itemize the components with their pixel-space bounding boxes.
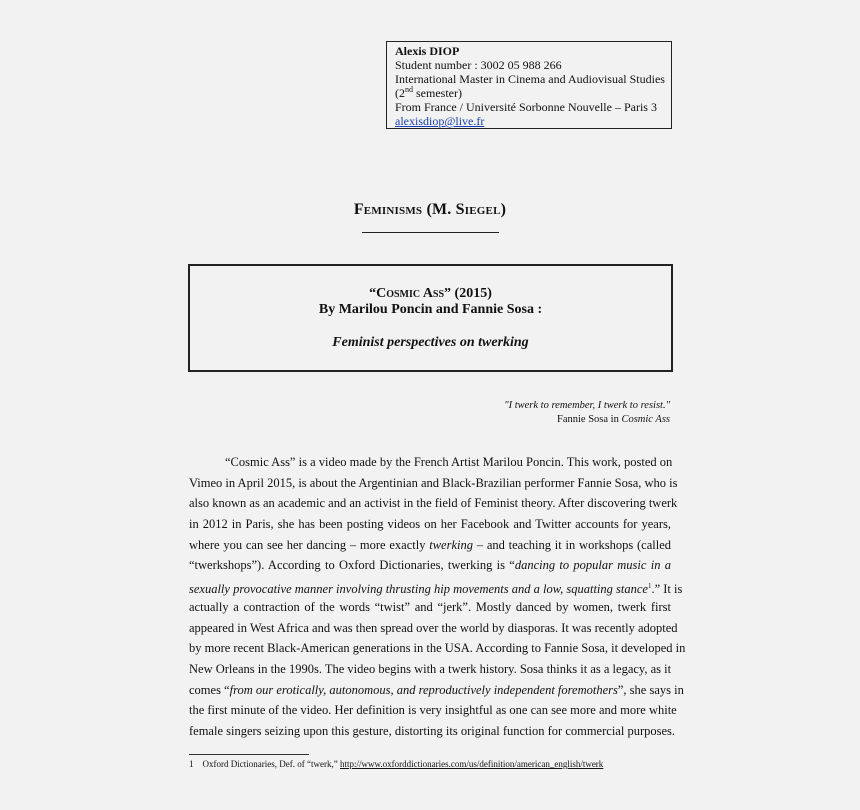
body-line: female singers seizing upon this gesture, distorting its original function for commercial purposes. — [189, 723, 676, 738]
origin: From France / Université Sorbonne Nouvelle – Paris 3 — [395, 100, 657, 114]
footnote — [189, 759, 603, 770]
footnote-marker: 1 — [647, 582, 652, 591]
body-line: actually a contraction of the words “twist” and “jerk”. Mostly danced by women, twerk first — [189, 599, 671, 614]
body-line: Vimeo in April 2015, is about the Argentinian and Black-Brazilian performer Fannie Sosa, who is — [189, 475, 678, 490]
footnote-text: Oxford Dictionaries, Def. of “twerk,” — [202, 759, 338, 769]
semester: (2nd semester) — [395, 85, 462, 100]
body-line: by more recent Black-American generations in the USA. According to Fannie Sosa, it developed in — [189, 641, 686, 656]
epigraph-attribution: Fannie Sosa in Cosmic Ass — [557, 414, 670, 425]
body-line: New Orleans in the 1990s. The video begins with a twerk history. Sosa thinks it as a legacy, as it — [189, 661, 672, 676]
body-line: “twerkshops”). According to Oxford Dictionaries, twerking is “dancing to popular music in a — [189, 558, 671, 573]
body-line: “Cosmic Ass” is a video made by the French Artist Marilou Poncin. This work, posted on — [225, 455, 673, 469]
footnote-separator — [189, 754, 309, 755]
student-info-box — [386, 41, 672, 129]
essay-subtitle: Feminist perspectives on twerking — [332, 335, 529, 350]
body-line: the first minute of the video. Her definition is very insightful as one can see more and more white — [189, 703, 677, 718]
essay-authors: By Marilou Poncin and Fannie Sosa : — [318, 302, 543, 317]
body-line: appeared in West Africa and was then spread over the world by diasporas. It was recently adopted — [189, 620, 678, 635]
body-text — [189, 452, 686, 742]
program-name: International Master in Cinema and Audiovisual Studies — [395, 72, 665, 86]
epigraph — [504, 399, 670, 427]
essay-title-box — [188, 264, 673, 372]
epigraph-quote: "I twerk to remember, I twerk to resist." — [504, 400, 670, 411]
student-number: Student number : 3002 05 988 266 — [395, 58, 562, 72]
essay-title: “Cosmic Ass” (2015) — [369, 286, 492, 301]
author-name: Alexis DIOP — [395, 44, 460, 58]
course-title: Feminisms (M. Siegel) — [353, 201, 507, 218]
body-line: comes “from our erotically, autonomous, and reproductively independent foremothers”, she says in — [189, 682, 684, 697]
body-line: also known as an academic and an activist in the field of Feminist theory. After discovering twerk — [189, 496, 678, 511]
body-line: where you can see her dancing – more exactly twerking – and teaching it in workshops (called — [189, 537, 671, 552]
footnote-number: 1 — [189, 759, 194, 769]
course-title-underline — [362, 232, 499, 233]
footnote-link[interactable]: http://www.oxforddictionaries.com/us/definition/american_english/twerk — [339, 759, 604, 769]
email-link[interactable]: alexisdiop@live.fr — [395, 114, 485, 128]
body-line: sexually provocative manner involving thrusting hip movements and a low, squatting stance$^1$.” It is — [189, 582, 683, 597]
body-line: in 2012 in Paris, she has been posting videos on her Facebook and Twitter accounts for years, — [189, 517, 671, 532]
